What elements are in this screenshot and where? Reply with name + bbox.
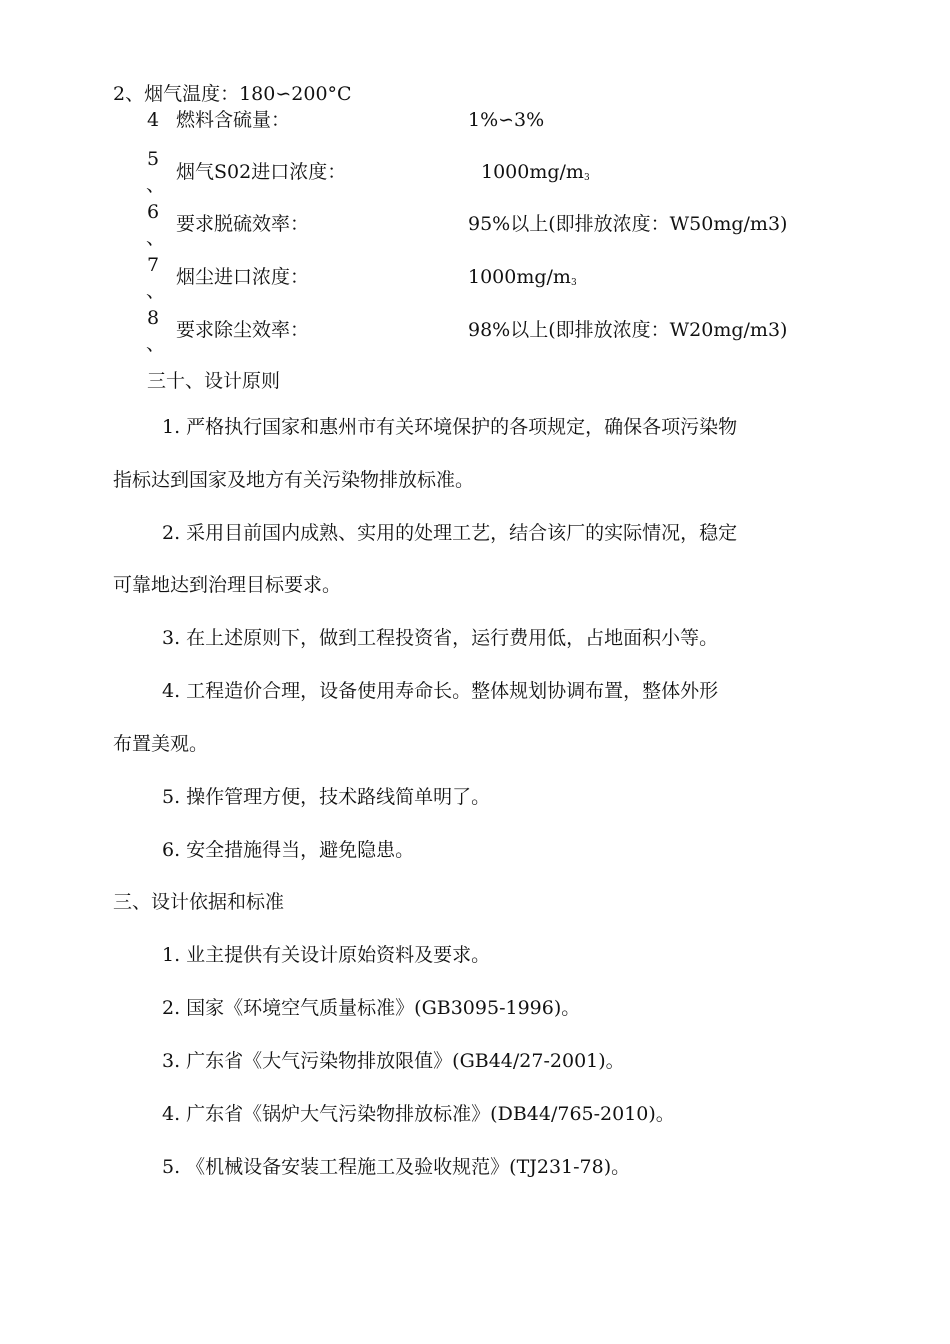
param-value [481,160,590,190]
principle-item: 6. 安全措施得当，避免隐患。 [162,839,415,861]
basis-item: 4. 广东省《锅炉大气污染物排放标准》(DB44/765-2010)。 [162,1103,675,1125]
param-number-mark: 、 [146,227,166,249]
param-label: 要求除尘效率： [176,319,310,341]
principle-item: 4. 工程造价合理，设备使用寿命长。整体规划协调布置，整体外形 [162,680,719,702]
principle-item: 1. 严格执行国家和惠州市有关环境保护的各项规定，确保各项污染物 [162,416,738,438]
param-number: 8 [147,307,160,329]
principle-item: 3. 在上述原则下，做到工程投资省，运行费用低，占地面积小等。 [162,627,719,649]
param-number: 5 [147,148,160,170]
param-value-unit-exponent: 3 [583,173,590,183]
param-label: 燃料含硫量： [176,109,291,131]
param-number: 6 [147,201,160,223]
param-label: 要求脱硫效率： [176,213,310,235]
param-value: 98%以上(即排放浓度：W20mg/m3) [468,319,788,341]
flue-gas-temperature-line: 2、烟气温度：180∽200°C [113,83,352,105]
principle-item-continuation: 可靠地达到治理目标要求。 [113,574,342,596]
param-value [468,265,577,295]
principle-item-continuation: 布置美观。 [113,733,209,755]
param-value-unit-exponent: 3 [570,278,577,288]
param-value: 95%以上(即排放浓度：W50mg/m3) [468,213,788,235]
param-number: 4 [147,109,160,131]
param-number: 7 [147,254,160,276]
basis-item: 1. 业主提供有关设计原始资料及要求。 [162,944,491,966]
principle-item: 5. 操作管理方便，技术路线简单明了。 [162,786,491,808]
section-heading-design-basis: 三、设计依据和标准 [113,891,285,913]
principle-item: 2. 采用目前国内成熟、实用的处理工艺，结合该厂的实际情况，稳定 [162,522,738,544]
param-value: 1%∽3% [468,109,545,131]
basis-item: 2. 国家《环境空气质量标准》(GB3095-1996)。 [162,997,581,1019]
param-label: 烟气S02进口浓度： [176,161,347,183]
param-value-text: 1000mg/m [468,266,571,288]
section-heading-design-principles: 三十、设计原则 [147,370,281,392]
param-number-mark: 、 [146,333,166,355]
param-number-mark: 、 [146,174,166,196]
param-label: 烟尘进口浓度： [176,266,310,288]
basis-item: 3. 广东省《大气污染物排放限值》(GB44/27-2001)。 [162,1050,625,1072]
principle-item-continuation: 指标达到国家及地方有关污染物排放标准。 [113,469,475,491]
basis-item: 5. 《机械设备安装工程施工及验收规范》(TJ231-78)。 [162,1156,631,1178]
param-value-text: 1000mg/m [481,161,584,183]
param-number-mark: 、 [146,280,166,302]
